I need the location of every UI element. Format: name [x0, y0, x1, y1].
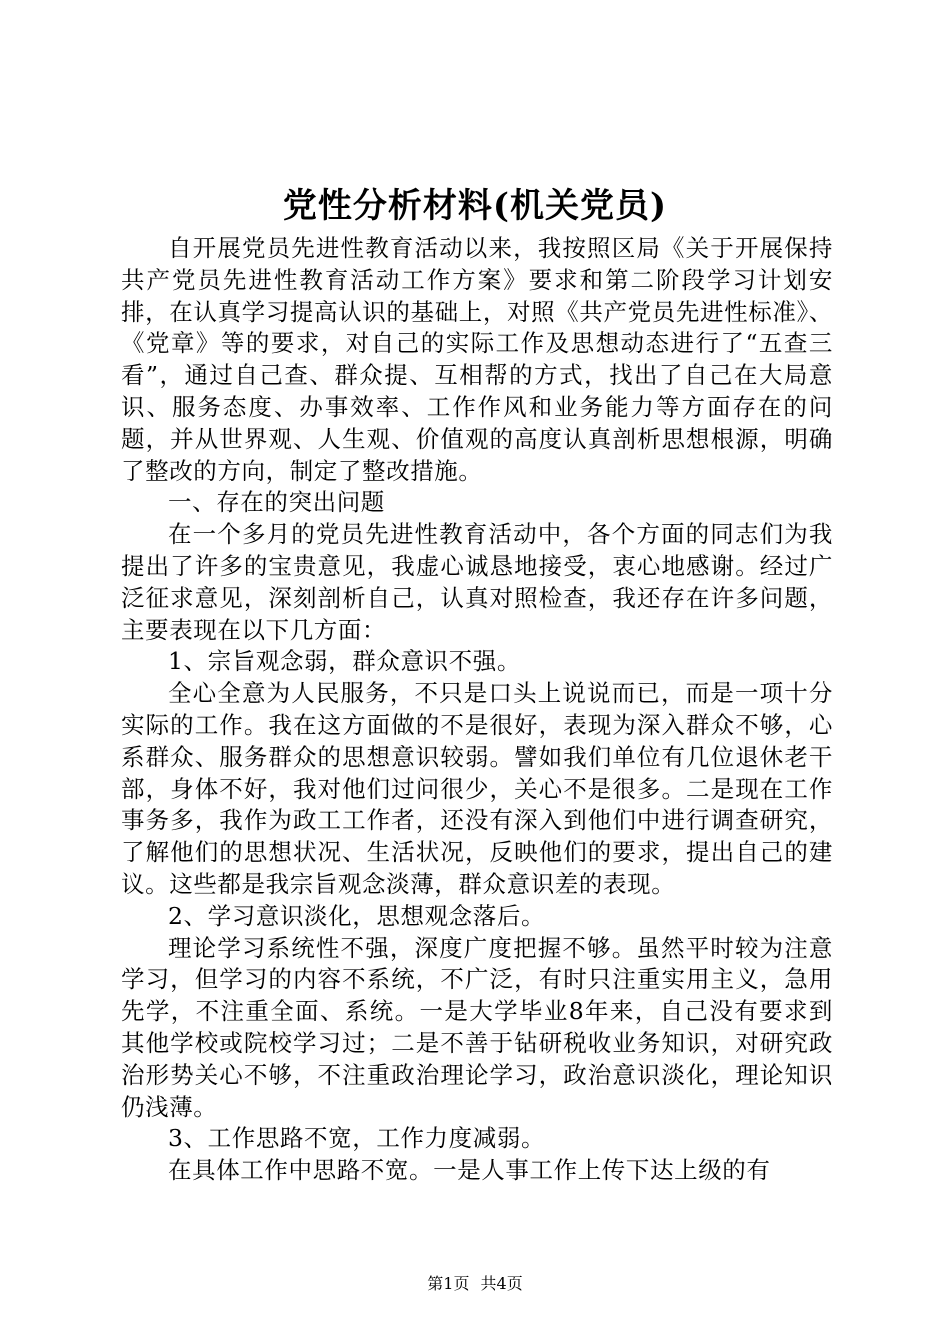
subheading-2: 2、学习意识淡化，思想观念落后。	[168, 901, 546, 930]
page-footer	[0, 1272, 950, 1296]
paragraph-2: 理论学习系统性不强，深度广度把握不够。虽然平时较为注意学习，但学习的内容不系统，不广泛，有时只注重实用主义，急用先学，不注重全面、系统。一是大学毕业8年来，自己没有要求到其他学校或院校学习过；二是不善于钻研税收业务知识，对研究政治形势关心不够，不注重政治理论学习，政治意识淡化，理论知识仍浅薄。	[121, 933, 833, 1121]
paragraph-1: 全心全意为人民服务，不只是口头上说说而已，而是一项十分实际的工作。我在这方面做的不是很好，表现为深入群众不够，心系群众、服务群众的思想意识较弱。譬如我们单位有几位退休老干部，身体不好，我对他们过问很少，关心不是很多。二是现在工作事务多，我作为政工工作者，还没有深入到他们中进行调查研究，了解他们的思想状况、生活状况，反映他们的要求，提出自己的建议。这些都是我宗旨观念淡薄，群众意识差的表现。	[121, 679, 833, 898]
paragraph-3: 在具体工作中思路不宽。一是人事工作上传下达上级的有	[168, 1156, 771, 1185]
page-number: 第1页	[427, 1274, 470, 1293]
section-heading-problems: 一、存在的突出问题	[168, 488, 385, 517]
subheading-1: 1、宗旨观念弱，群众意识不强。	[168, 647, 521, 676]
paragraph-problems-intro: 在一个多月的党员先进性教育活动中，各个方面的同志们为我提出了许多的宝贵意见，我虚心诚恳地接受，衷心地感谢。经过广泛征求意见，深刻剖析自己，认真对照检查，我还存在许多问题，主要表现在以下几方面：	[121, 520, 833, 644]
page-total: 共4页	[480, 1274, 523, 1293]
paragraph-intro: 自开展党员先进性教育活动以来，我按照区局《关于开展保持共产党员先进性教育活动工作方案》要求和第二阶段学习计划安排，在认真学习提高认识的基础上，对照《共产党员先进性标准》、《党章》等的要求，对自己的实际工作及思想动态进行了“五查三看”，通过自己查、群众提、互相帮的方式，找出了自己在大局意识、服务态度、办事效率、工作作风和业务能力等方面存在的问题，并从世界观、人生观、价值观的高度认真剖析思想根源，明确了整改的方向，制定了整改措施。	[121, 234, 833, 485]
document-title: 党性分析材料(机关党员)	[282, 186, 668, 226]
subheading-3: 3、工作思路不宽，工作力度减弱。	[168, 1124, 546, 1153]
document-body	[121, 233, 833, 1187]
